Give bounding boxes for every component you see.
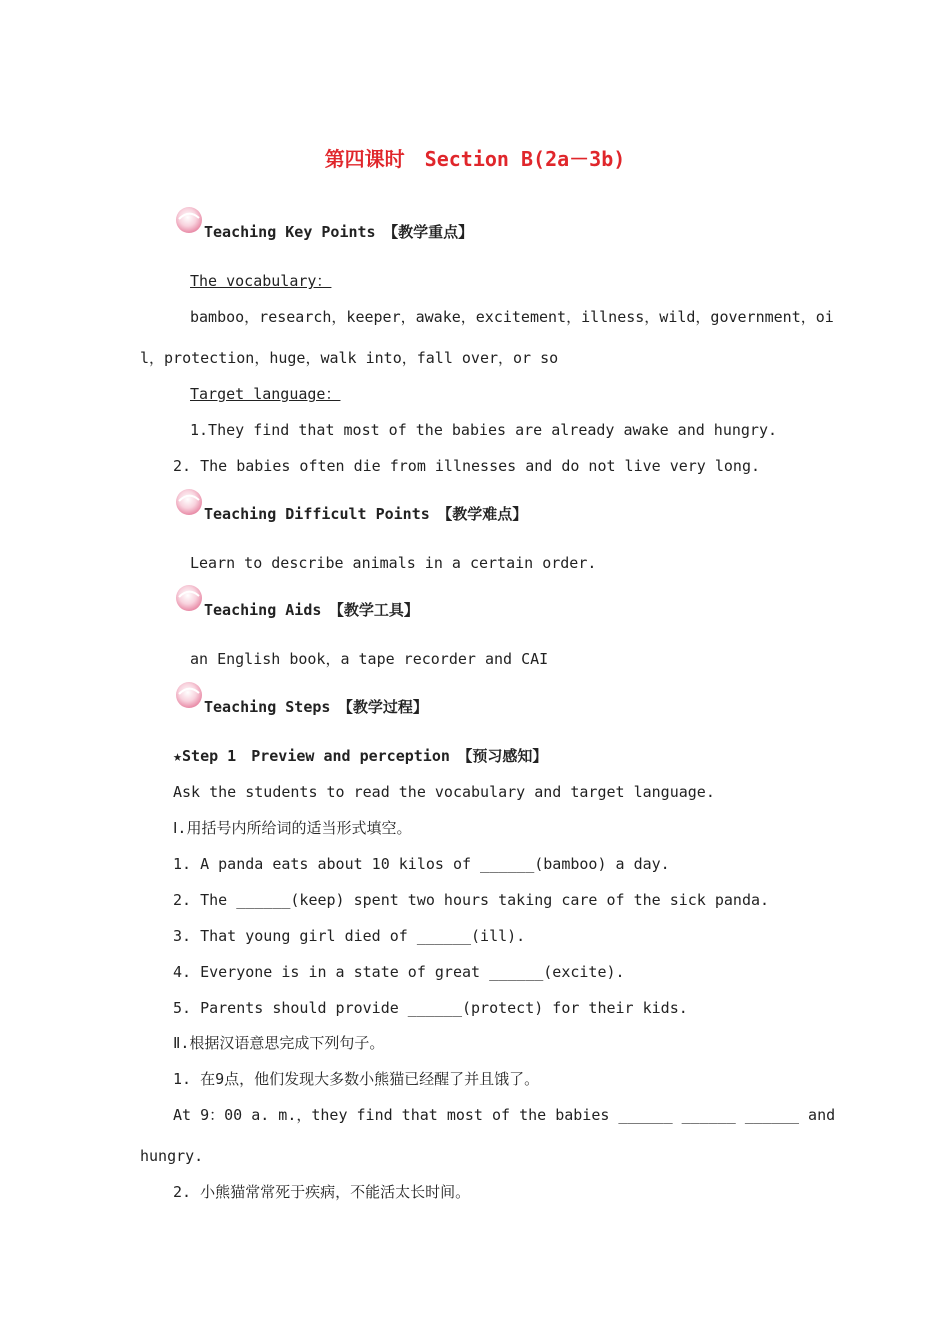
exercise-2-q1-english-line-1: At 9：00 a. m.，they find that most of the babies ______ ______ ______ and: [173, 1106, 836, 1124]
target-language-label: Target language：: [190, 385, 341, 403]
difficult-points-text: Learn to describe animals in a certain order.: [190, 554, 597, 572]
exercise-1-item: 1. A panda eats about 10 kilos of ______(bamboo) a day.: [173, 855, 670, 873]
teaching-aids-text: an English book，a tape recorder and CAI: [190, 650, 549, 668]
flower-bullet-icon: [174, 205, 204, 235]
exercise-1-item: 3. That young girl died of ______(ill).: [173, 927, 526, 945]
exercise-1-item: 4. Everyone is in a state of great ______(excite).: [173, 963, 625, 981]
exercise-2-q1-english-line-2: hungry.: [140, 1147, 204, 1165]
flower-bullet-icon: [174, 583, 204, 613]
flower-bullet-icon: [174, 680, 204, 710]
difficult-points-heading: Teaching Difficult Points 【教学难点】: [204, 505, 528, 523]
step-1-intro: Ask the students to read the vocabulary and target language.: [173, 783, 715, 801]
vocabulary-label: The vocabulary：: [190, 272, 332, 290]
target-sentence-1: 1.They find that most of the babies are already awake and hungry.: [190, 421, 777, 439]
exercise-1-item: 2. The ______(keep) spent two hours taking care of the sick panda.: [173, 891, 770, 909]
flower-bullet-icon: [174, 487, 204, 517]
exercise-1-title: Ⅰ.用括号内所给词的适当形式填空。: [173, 819, 412, 837]
key-points-heading: Teaching Key Points 【教学重点】: [204, 223, 474, 241]
exercise-2-q1-chinese: 1. 在9点，他们发现大多数小熊猫已经醒了并且饿了。: [173, 1070, 540, 1088]
teaching-steps-heading: Teaching Steps 【教学过程】: [204, 698, 428, 716]
exercise-1-item: 5. Parents should provide ______(protect) for their kids.: [173, 999, 688, 1017]
vocabulary-line-1: bamboo，research，keeper，awake，excitement，illness，wild，government，oi: [190, 308, 834, 326]
target-sentence-2: 2. The babies often die from illnesses and do not live very long.: [173, 457, 760, 475]
vocabulary-line-2: l，protection，huge，walk into，fall over，or so: [140, 349, 559, 367]
exercise-2-q2-chinese: 2. 小熊猫常常死于疾病，不能活太长时间。: [173, 1183, 471, 1201]
teaching-aids-heading: Teaching Aids 【教学工具】: [204, 601, 419, 619]
exercise-2-title: Ⅱ.根据汉语意思完成下列句子。: [173, 1034, 385, 1052]
step-1-heading: ★Step 1 Preview and perception 【预习感知】: [173, 747, 548, 765]
page-title: 第四课时 Section B(2a－3b): [324, 147, 626, 171]
